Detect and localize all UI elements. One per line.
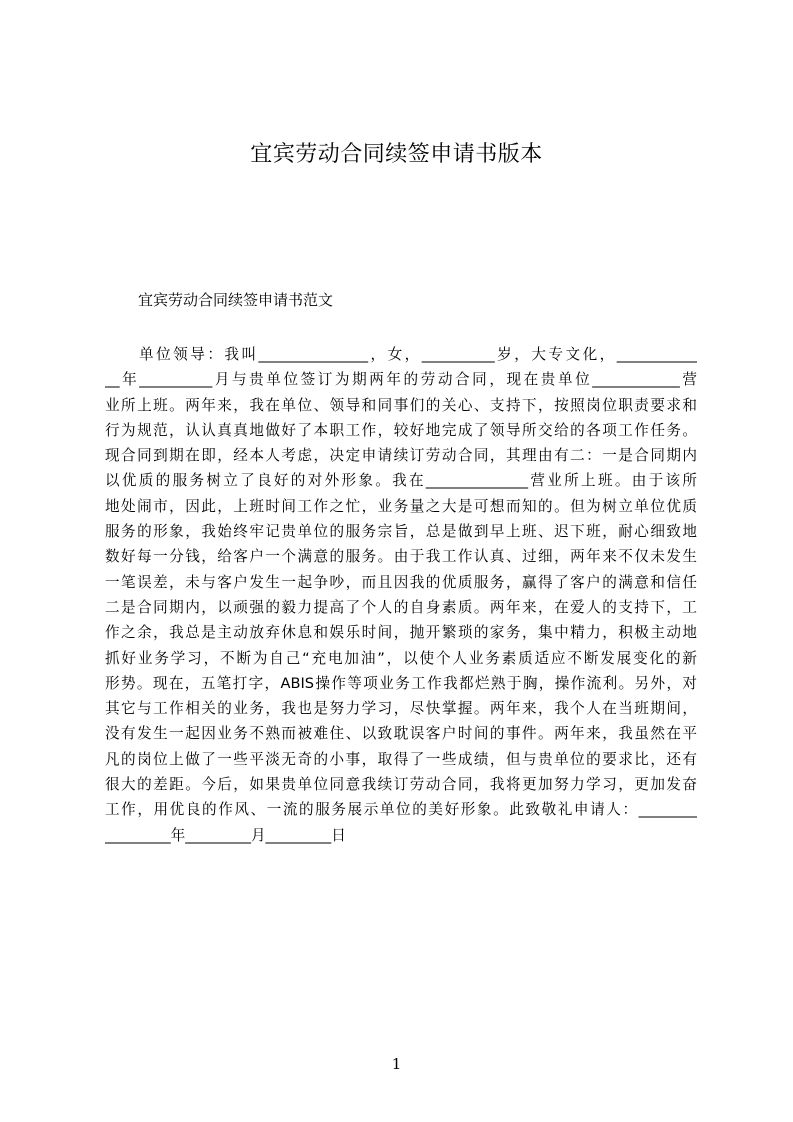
document-title: 宜宾劳动合同续签申请书版本 xyxy=(250,142,543,167)
body-line: 以优质的服务树立了良好的对外形象。我在______________营业所上班。由于该所 xyxy=(105,472,697,490)
body-line: 服务的形象，我始终牢记贵单位的服务宗旨，总是做到早上班、迟下班，耐心细致地 xyxy=(105,523,697,541)
body-line: 单位领导：我叫_______________，女，__________岁，大专文化，___________ xyxy=(139,346,697,363)
body-line: __年__________月与贵单位签订为期两年的劳动合同，现在贵单位____________营 xyxy=(105,371,697,389)
body-line: 地处闹市，因此，上班时间工作之忙，业务量之大是可想而知的。但为树立单位优质 xyxy=(105,497,697,515)
body-line: 很大的差距。今后，如果贵单位同意我续订劳动合同，我将更加努力学习，更加发奋 xyxy=(105,776,697,794)
body-line: 凡的岗位上做了一些平淡无奇的小事，取得了一些成绩，但与贵单位的要求比，还有 xyxy=(105,750,697,768)
body-paragraph xyxy=(105,342,697,848)
body-line: 业所上班。两年来，我在单位、领导和同事们的关心、支持下，按照岗位职责要求和 xyxy=(105,396,697,414)
body-line: 二是合同期内，以顽强的毅力提高了个人的自身素质。两年来，在爱人的支持下，工 xyxy=(105,598,697,616)
body-line: _________年_________月_________日 xyxy=(105,826,346,844)
body-line: 抓好业务学习，不断为自己“充电加油”，以使个人业务素质适应不断发展变化的新 xyxy=(105,649,697,667)
body-line: 形势。现在，五笔打字，ABIS操作等项业务工作我都烂熟于胸，操作流利。另外，对 xyxy=(105,674,697,692)
body-line: 数好每一分钱，给客户一个满意的服务。由于我工作认真、过细，两年来不仅未发生 xyxy=(105,548,697,566)
body-line: 作之余，我总是主动放弃休息和娱乐时间，抛开繁琐的家务，集中精力，积极主动地 xyxy=(105,624,697,642)
document-subtitle: 宜宾劳动合同续签申请书范文 xyxy=(138,291,334,309)
body-line: 现合同到期在即，经本人考虑，决定申请续订劳动合同，其理由有二：一是合同期内 xyxy=(105,447,697,465)
body-line: 一笔误差，未与客户发生一起争吵，而且因我的优质服务，赢得了客户的满意和信任 xyxy=(105,573,697,591)
body-line: 工作，用优良的作风、一流的服务展示单位的美好形象。此致敬礼申请人：________ xyxy=(105,801,697,819)
page-number: 1 xyxy=(391,1055,402,1073)
body-line: 其它与工作相关的业务，我也是努力学习，尽快掌握。两年来，我个人在当班期间， xyxy=(105,700,697,718)
body-line: 行为规范，认认真真地做好了本职工作，较好地完成了领导所交给的各项工作任务。 xyxy=(105,421,697,439)
body-line: 没有发生一起因业务不熟而被难住、以致耽误客户时间的事件。两年来，我虽然在平 xyxy=(105,725,697,743)
